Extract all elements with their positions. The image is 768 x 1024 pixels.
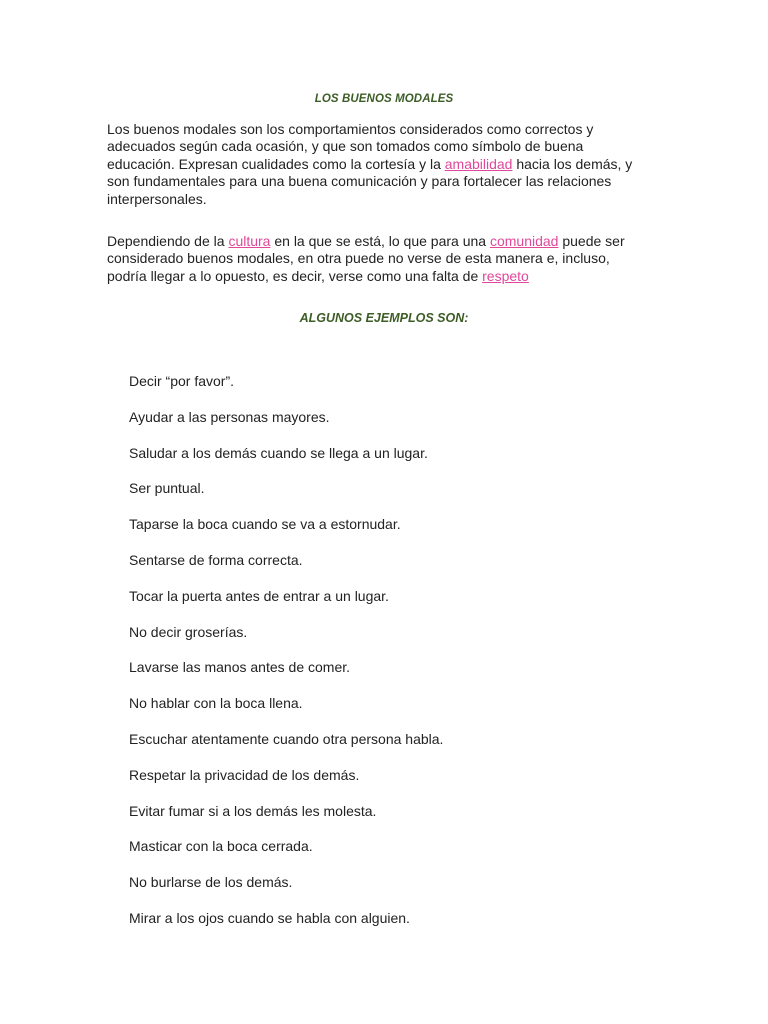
culture-text-c: puede ser considerado buenos modales, en otra puede no verse de esta manera e, incluso, podría llegar a lo opuesto, es decir, verse como una falta de: [107, 233, 625, 284]
link-amabilidad[interactable]: amabilidad: [444, 155, 513, 172]
link-comunidad[interactable]: comunidad: [489, 233, 559, 249]
example-item: Sentarse de forma correcta.: [129, 551, 303, 568]
example-item: Masticar con la boca cerrada.: [129, 838, 313, 855]
examples-heading: ALGUNOS EJEMPLOS SON:: [299, 311, 469, 325]
link-respeto[interactable]: respeto: [482, 267, 529, 284]
document-title: LOS BUENOS MODALES: [314, 93, 454, 105]
link-cultura[interactable]: cultura: [228, 233, 271, 249]
culture-paragraph: [107, 233, 652, 285]
example-item: No decir groserías.: [129, 623, 248, 640]
example-item: Ser puntual.: [129, 480, 205, 497]
examples-list: [129, 373, 443, 946]
example-item: Saludar a los demás cuando se llega a un lugar.: [129, 444, 428, 461]
example-item: No hablar con la boca llena.: [129, 695, 303, 712]
example-item: Lavarse las manos antes de comer.: [129, 659, 351, 676]
example-item: Decir “por favor”.: [129, 373, 235, 389]
example-item: Tocar la puerta antes de entrar a un lugar.: [129, 587, 389, 604]
example-item: Mirar a los ojos cuando se habla con alguien.: [129, 909, 410, 926]
intro-text-a: Los buenos modales son los comportamientos considerados como correctos y adecuados según cada ocasión, y que son tomados como símbolo de buena educación. Expresan cualidades como la cortesía y la: [107, 121, 594, 172]
intro-paragraph: [107, 121, 652, 208]
culture-text-b: en la que se está, lo que para una: [270, 233, 490, 249]
example-item: Respetar la privacidad de los demás.: [129, 766, 360, 783]
example-item: Taparse la boca cuando se va a estornudar.: [129, 516, 401, 533]
intro-text-b: hacia los demás, y son fundamentales para una buena comunicación y para fortalecer las relaciones interpersonales.: [107, 155, 633, 207]
culture-text-a: Dependiendo de la: [107, 233, 229, 249]
example-item: Escuchar atentamente cuando otra persona habla.: [129, 730, 444, 747]
example-item: No burlarse de los demás.: [129, 874, 293, 891]
example-item: Evitar fumar si a los demás les molesta.: [129, 802, 377, 819]
example-item: Ayudar a las personas mayores.: [129, 408, 330, 425]
